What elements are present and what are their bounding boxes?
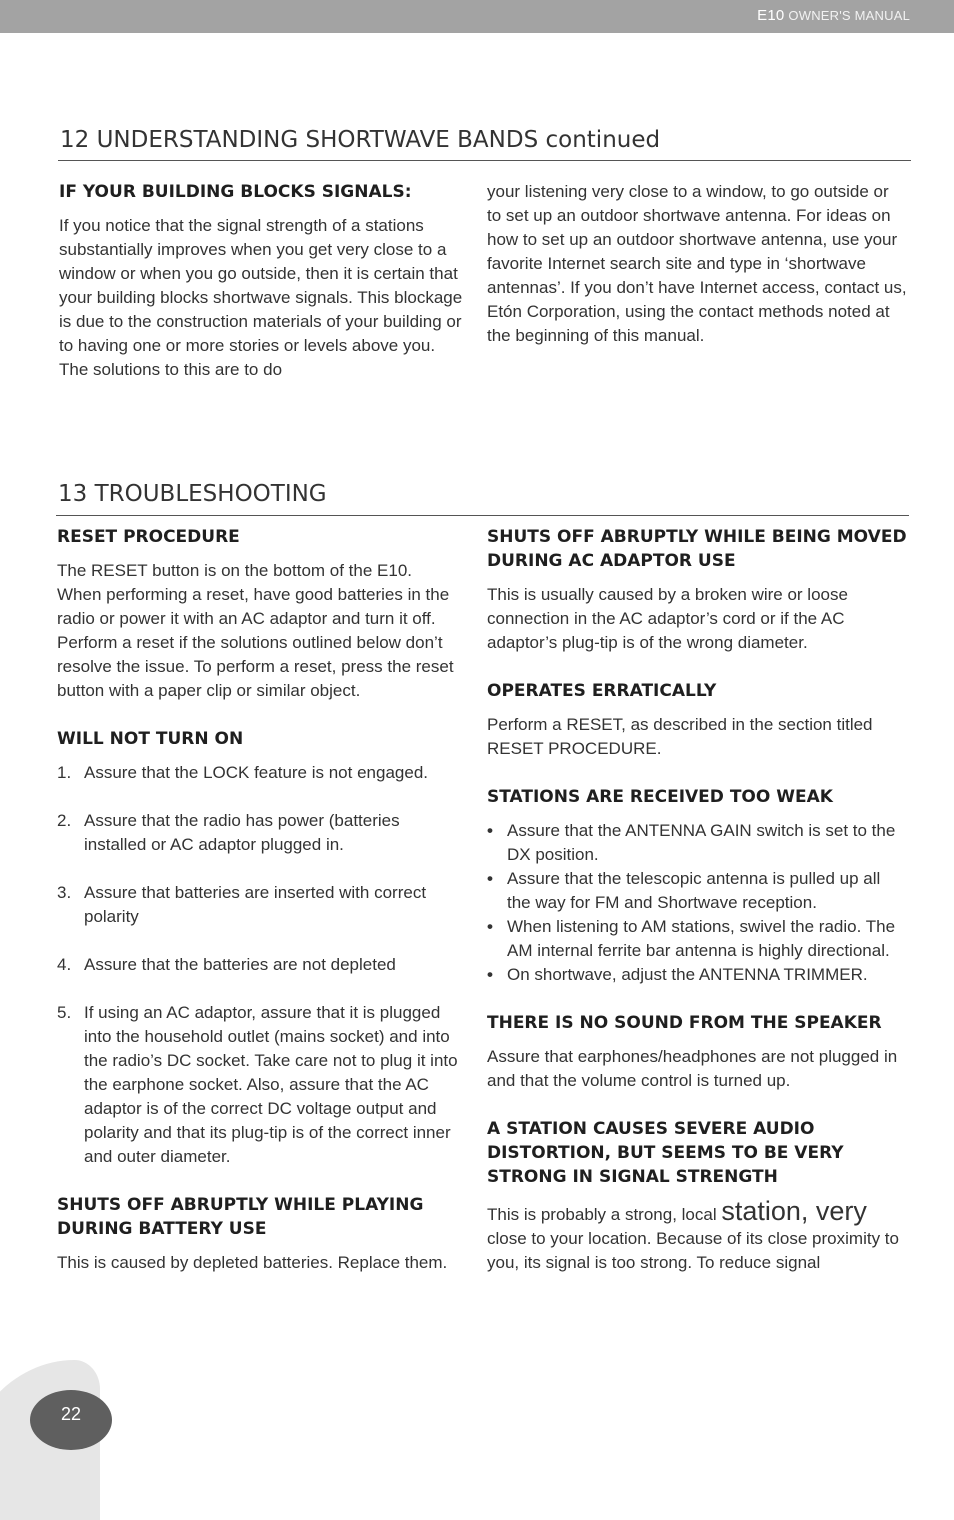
bullet-icon: • <box>487 917 493 936</box>
header-bar <box>0 0 954 33</box>
list-item-text: Assure that batteries are inserted with correct polarity <box>84 883 427 926</box>
weak-stations-list <box>487 819 907 987</box>
reset-procedure-block <box>57 525 459 703</box>
running-header <box>757 7 910 24</box>
troubleshooting-right-column <box>487 525 907 1299</box>
shuts-off-moved-heading: SHUTS OFF ABRUPTLY WHILE BEING MOVED DURING AC ADAPTOR USE <box>487 527 907 571</box>
bullet-icon: • <box>487 821 493 840</box>
shuts-off-moved-block <box>487 525 907 655</box>
list-item <box>487 819 907 867</box>
building-blocks-text-continued: your listening very close to a window, to go outside or to set up an outdoor shortwave antenna. For ideas on how to set up an outdoor shortwave antenna, use your favorite Internet search site and type in ‘shortwave antennas’. If you don’t have Internet access, contact us, Etón Corporation, using the contact methods noted at the beginning of this manual. <box>487 182 907 345</box>
page-number: 22 <box>30 1390 112 1450</box>
no-sound-text: Assure that earphones/headphones are not plugged in and that the volume control is turned up. <box>487 1047 898 1090</box>
list-item-number: 1. <box>57 763 72 782</box>
erratic-text: Perform a RESET, as described in the section titled RESET PROCEDURE. <box>487 715 873 758</box>
list-item-text: On shortwave, adjust the ANTENNA TRIMMER. <box>507 965 868 984</box>
distortion-text <box>487 1196 907 1275</box>
distortion-heading: A STATION CAUSES SEVERE AUDIO DISTORTION, BUT SEEMS TO BE VERY STRONG IN SIGNAL STRENGTH <box>487 1119 844 1187</box>
section-13-rule <box>56 515 909 516</box>
list-item <box>57 809 459 857</box>
list-item <box>487 915 907 963</box>
building-blocks-heading: IF YOUR BUILDING BLOCKS SIGNALS: <box>59 182 412 202</box>
section-12-right-column <box>487 180 907 348</box>
distortion-text-a: This is probably a strong, local <box>487 1205 722 1224</box>
list-item-text: Assure that the radio has power (batteries installed or AC adaptor plugged in. <box>84 811 400 854</box>
bullet-icon: • <box>487 869 493 888</box>
list-item-text: Assure that the batteries are not depleted <box>84 955 396 974</box>
list-item-text: Assure that the telescopic antenna is pulled up all the way for FM and Shortwave reception. <box>507 869 881 912</box>
will-not-turn-on-block <box>57 727 459 1169</box>
list-item-number: 4. <box>57 955 72 974</box>
section-13-title: 13 TROUBLESHOOTING <box>58 481 327 507</box>
erratic-block <box>487 679 907 761</box>
list-item-text: When listening to AM stations, swivel the radio. The AM internal ferrite bar antenna is highly directional. <box>507 917 896 960</box>
list-item <box>487 867 907 915</box>
section-12-title: 12 UNDERSTANDING SHORTWAVE BANDS continued <box>60 127 661 153</box>
list-item-number: 5. <box>57 1003 72 1022</box>
will-not-turn-on-list <box>57 761 459 1169</box>
list-item <box>487 963 907 987</box>
bullet-icon: • <box>487 965 493 984</box>
erratic-heading: OPERATES ERRATICALLY <box>487 681 717 701</box>
list-item-text: Assure that the ANTENNA GAIN switch is set to the DX position. <box>507 821 896 864</box>
building-blocks-text: If you notice that the signal strength of a stations substantially improves when you get very close to a window or when you go outside, then it is certain that your building blocks shortwave signals. This blockage is due to the construction materials of your building or to having one or more stories or levels above you. The solutions to this are to do <box>59 216 463 379</box>
no-sound-heading: THERE IS NO SOUND FROM THE SPEAKER <box>487 1013 882 1033</box>
reset-procedure-heading: RESET PROCEDURE <box>57 527 240 547</box>
list-item-number: 2. <box>57 811 72 830</box>
distortion-text-large: station, very <box>721 1196 867 1226</box>
shuts-off-battery-block <box>57 1193 459 1275</box>
header-model: E10 <box>757 7 785 24</box>
list-item <box>57 953 459 977</box>
distortion-block <box>487 1117 907 1275</box>
list-item <box>57 881 459 929</box>
list-item-text: Assure that the LOCK feature is not engaged. <box>84 763 428 782</box>
shuts-off-battery-text: This is caused by depleted batteries. Replace them. <box>57 1253 448 1272</box>
section-12-left-column <box>59 180 463 382</box>
shuts-off-battery-heading: SHUTS OFF ABRUPTLY WHILE PLAYING DURING BATTERY USE <box>57 1195 424 1239</box>
no-sound-block <box>487 1011 907 1093</box>
header-title: OWNER'S MANUAL <box>788 8 910 23</box>
troubleshooting-left-column <box>57 525 459 1299</box>
will-not-turn-on-heading: WILL NOT TURN ON <box>57 729 244 749</box>
weak-stations-block <box>487 785 907 987</box>
list-item <box>57 761 459 785</box>
weak-stations-heading: STATIONS ARE RECEIVED TOO WEAK <box>487 787 833 807</box>
reset-procedure-text: The RESET button is on the bottom of the E10. When performing a reset, have good batteries in the radio or power it with an AC adaptor and turn it off. Perform a reset if the solutions outlined below don’t resolve the issue. To perform a reset, press the reset button with a paper clip or similar object. <box>57 561 454 700</box>
list-item-text: If using an AC adaptor, assure that it is plugged into the household outlet (mains socket) and into the radio’s DC socket. Take care not to plug it into the earphone socket. Also, assure that the AC adaptor is of the correct DC voltage output and polarity and that its plug-tip is of the correct inner and outer diameter. <box>84 1003 458 1166</box>
shuts-off-moved-text: This is usually caused by a broken wire or loose connection in the AC adaptor’s cord or if the AC adaptor’s plug-tip is of the wrong diameter. <box>487 585 848 652</box>
distortion-text-b: close to your location. Because of its close proximity to you, its signal is too strong. To reduce signal <box>487 1229 899 1272</box>
section-12-rule <box>58 160 911 161</box>
list-item-number: 3. <box>57 883 72 902</box>
list-item <box>57 1001 459 1169</box>
